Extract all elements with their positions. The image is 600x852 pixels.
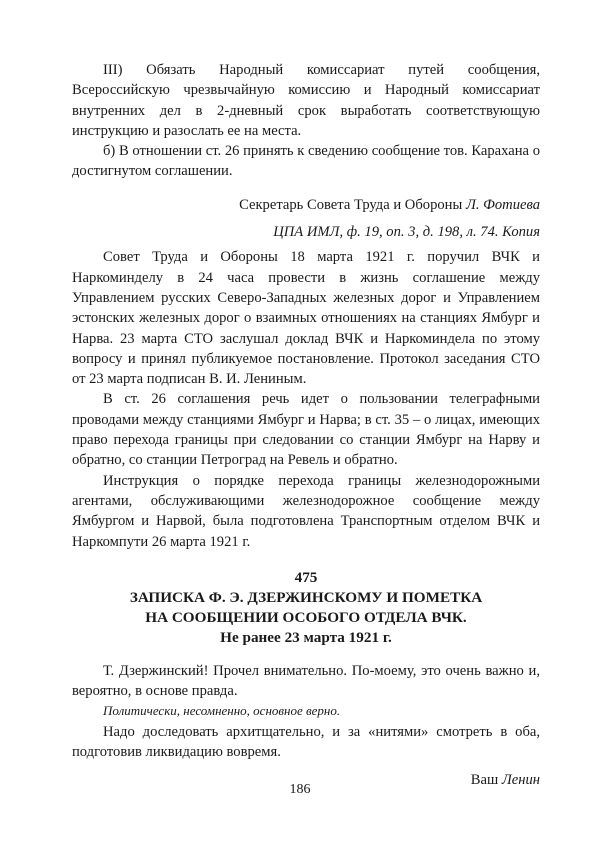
- closing-word: Ваш: [470, 772, 499, 789]
- page-content: [72, 60, 540, 790]
- commentary-paragraph-1: Совет Труда и Обороны 18 марта 1921 г. поручил ВЧК и Наркоминделу в 24 часа провести в жизнь соглашение между Управлением русских Северо-Западных железных дорог и Управлением эстонских железных дорог о взаимных отношениях на станциях Ямбург и Нарва. 23 марта СТО заслушал доклад ВЧК и Наркоминдела по этому вопросу и принял публикуемое постановление. Протокол заседания СТО от 23 марта подписан В. И. Лениным.: [72, 249, 540, 388]
- document-date: Не ранее 23 марта 1921 г.: [220, 629, 392, 647]
- signature-name: Л. Фотиева: [465, 196, 540, 213]
- document-title-line-1: ЗАПИСКА Ф. Э. ДЗЕРЖИНСКОМУ И ПОМЕТКА: [129, 589, 483, 607]
- document-heading: [72, 568, 540, 649]
- document-title-line-2: НА СООБЩЕНИИ ОСОБОГО ОТДЕЛА ВЧК.: [145, 609, 467, 627]
- closing-name: Ленин: [501, 772, 540, 789]
- document-body-2: Надо доследовать архитщательно, и за «нитями» смотреть в оба, подготовив ликвидацию вовремя.: [72, 723, 540, 760]
- document-number: 475: [294, 568, 318, 586]
- signature-line: [72, 195, 540, 215]
- commentary-paragraph-2: В ст. 26 соглашения речь идет о пользовании телеграфными проводами между станциями Ямбург и Нарва; в ст. 35 – о лицах, имеющих право перехода границы при следовании со станции Ямбург на Нарву и обратно, со станции Петроград на Ревель и обратно.: [72, 391, 540, 469]
- paragraph-item-v: III) Обязать Народный комиссариат путей сообщения, Всероссийскую чрезвычайную комиссию и Народный комиссариат внутренних дел в 2-дневный срок выработать соответствующую инструкцию и разослать ее на места.: [72, 62, 540, 139]
- paragraph-item-b: б) В отношении ст. 26 принять к сведению сообщение тов. Карахана о достигнутом соглашении.: [72, 143, 540, 180]
- document-body-1: Т. Дзержинский! Прочел внимательно. По-моему, это очень важно и, вероятно, в основе правда.: [72, 662, 540, 699]
- commentary-paragraph-3: Инструкция о порядке перехода границы железнодорожными агентами, обслуживающими железнодорожное сообщение между Ямбургом и Нарвой, была подготовлена Транспортным отделом ВЧК и Наркомпути 26 марта 1921 г.: [72, 472, 540, 550]
- document-note: Политически, несомненно, основное верно.: [103, 703, 341, 719]
- signature-position: Секретарь Совета Труда и Обороны: [239, 196, 463, 213]
- archive-source-reference: ЦПА ИМЛ, ф. 19, оп. 3, д. 198, л. 74. Копия: [273, 224, 540, 241]
- page-number: 186: [289, 782, 311, 797]
